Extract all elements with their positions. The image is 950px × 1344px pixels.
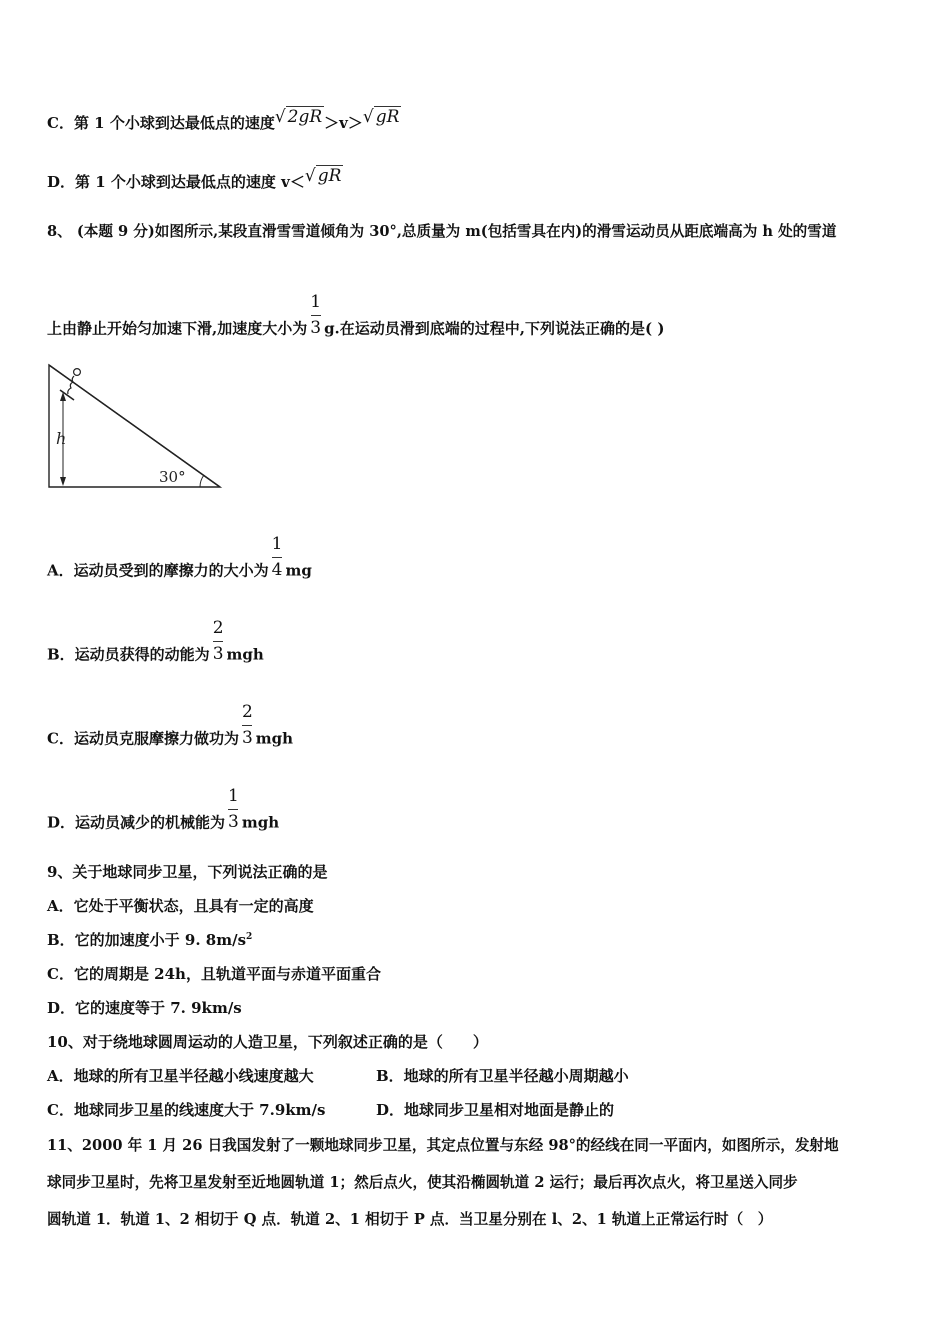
q10-options-row2 (47, 1099, 907, 1120)
q8-option-c: C．运动员克服摩擦力做功为 $\frac{2}{3}$ mgh (47, 702, 294, 748)
angle-arc (200, 475, 204, 487)
incline-figure (40, 362, 230, 494)
q8-stem-line1: 8、 (本题 9 分)如图所示,某段直滑雪雪道倾角为 30°,总质量为 m(包括雪具在内)的滑雪运动员从距底端高为 h 处的雪道 (47, 223, 837, 240)
q9-option-a: A．它处于平衡状态，且具有一定的高度 (47, 897, 314, 915)
q10-option-d: D．地球同步卫星相对地面是静止的 (376, 1101, 615, 1119)
q11-line3: 圆轨道 1．轨道 1、2 相切于 Q 点．轨道 2、1 相切于 P 点．当卫星分别在 l、2、1 轨道上正常运行时（ ） (47, 1211, 773, 1228)
height-label: h (56, 429, 67, 448)
sqrt-expression: √ 2gR (274, 107, 323, 127)
q7-option-c: C．第 1 个小球到达最低点的速度√ 2gR ＞v＞√ gR (47, 107, 400, 132)
q11-line2: 球同步卫星时，先将卫星发射至近地圆轨道 1；然后点火，使其沿椭圆轨道 2 运行；最后再次点火，将卫星送入同步 (47, 1174, 798, 1191)
q8-option-a: A．运动员受到的摩擦力的大小为 $\frac{1}{4}$ mg (47, 534, 312, 580)
q8-option-d: D．运动员减少的机械能为 $\frac{1}{3}$ mgh (47, 786, 280, 832)
sqrt-expression: √ gR (362, 107, 400, 127)
q9-option-b: B．它的加速度小于 9. $8m/s^2$ (47, 931, 253, 949)
q9-option-c: C．它的周期是 24h，且轨道平面与赤道平面重合 (47, 965, 381, 983)
q8-stem-line2: 上由静止开始匀加速下滑,加速度大小为 $\frac{1}{3}$ g.在运动员滑到底端的过程中,下列说法正确的是( ) (47, 292, 665, 338)
q11-line1: 11、2000 年 1 月 26 日我国发射了一颗地球同步卫星，其定点位置与东经 98°的经线在同一平面内，如图所示，发射地 (47, 1137, 839, 1154)
sqrt-expression: √ gR (304, 166, 342, 186)
q10-option-b: B．地球的所有卫星半径越小周期越小 (376, 1067, 629, 1085)
q10-option-c: C．地球同步卫星的线速度大于 7.9km/s (47, 1101, 326, 1119)
q9-stem: 9、关于地球同步卫星，下列说法正确的是 (47, 863, 328, 881)
slope-line (49, 365, 220, 487)
q10-options-row1 (47, 1065, 907, 1086)
fraction: $\frac{1}{4}$ (271, 534, 283, 580)
fraction: $\frac{1}{3}$ (310, 292, 322, 338)
q10-option-a: A．地球的所有卫星半径越小线速度越大 (47, 1067, 314, 1085)
fraction: $\frac{2}{3}$ (212, 618, 224, 664)
q9-option-d: D．它的速度等于 7. 9km/s (47, 999, 242, 1017)
q7-option-d: D．第 1 个小球到达最低点的速度 v＜√ gR (47, 166, 342, 191)
q10-stem: 10、对于绕地球圆周运动的人造卫星，下列叙述正确的是（ ） (47, 1033, 488, 1051)
fraction: $\frac{2}{3}$ (241, 702, 253, 748)
q8-option-b: B．运动员获得的动能为 $\frac{2}{3}$ mgh (47, 618, 264, 664)
fraction: $\frac{1}{3}$ (228, 786, 239, 832)
angle-label: 30° (159, 468, 186, 486)
